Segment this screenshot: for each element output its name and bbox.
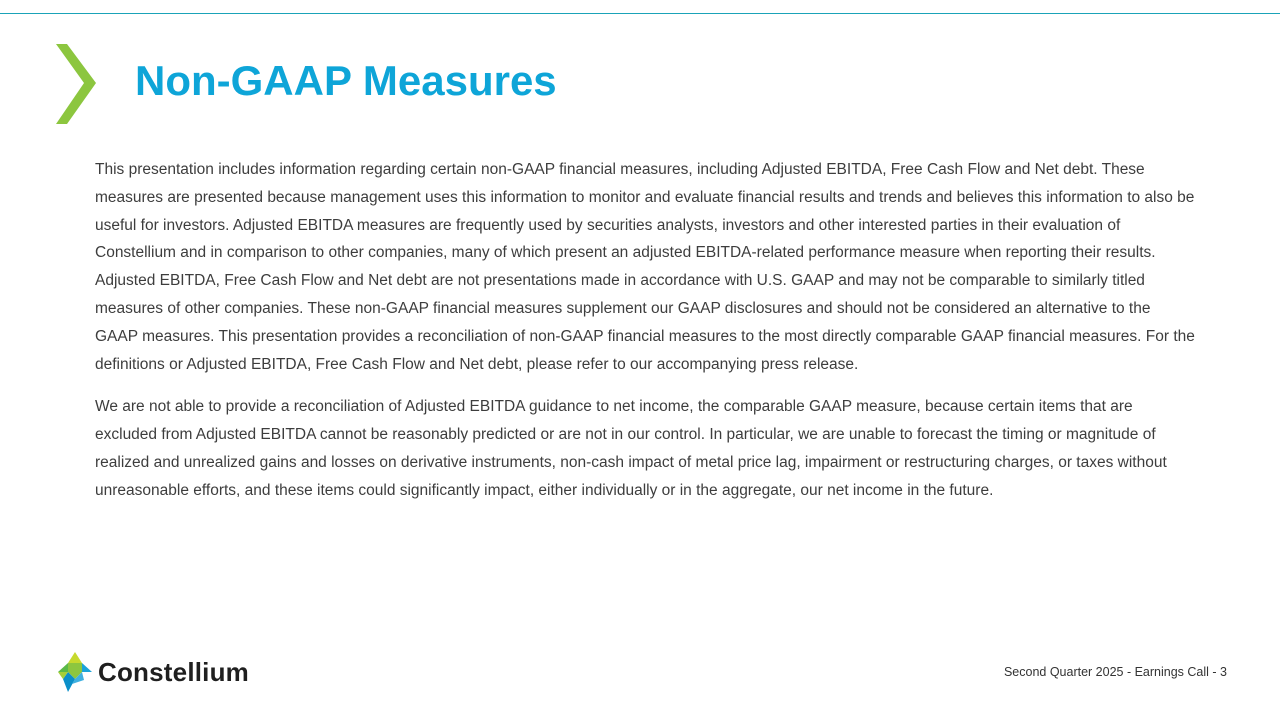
- logo-wordmark: Constellium: [98, 656, 249, 687]
- top-divider-line: [0, 13, 1280, 14]
- footer-slide-info: Second Quarter 2025 - Earnings Call - 3: [1003, 665, 1227, 679]
- paragraph-non-gaap-intro: This presentation includes information regarding certain non-GAAP financial measures, including Adjusted EBITDA, Free Cash Flow and Net debt. These measures are presented because management uses this information to monitor and evaluate financial results and trends and believes this information to also be useful for investors. Adjusted EBITDA measures are frequently used by securities analysts, investors and other interested parties in their evaluation of Constellium and in comparison to other companies, many of which present an adjusted EBITDA-related performance measure when reporting their results. Adjusted EBITDA, Free Cash Flow and Net debt are not presentations made in accordance with U.S. GAAP and may not be comparable to similarly titled measures of other companies. These non-GAAP financial measures supplement our GAAP disclosures and should not be considered an alternative to the GAAP measures. This presentation provides a reconciliation of non-GAAP financial measures to the most directly comparable GAAP financial measures. For the definitions or Adjusted EBITDA, Free Cash Flow and Net debt, please refer to our accompanying press release.: [95, 161, 1195, 373]
- page-title: Non-GAAP Measures: [135, 57, 557, 104]
- constellium-logo: [58, 651, 249, 693]
- paragraph-reconciliation-note: We are not able to provide a reconciliation of Adjusted EBITDA guidance to net income, the comparable GAAP measure, because certain items that are excluded from Adjusted EBITDA cannot be reasonably predicted or are not in our control. In particular, we are unable to forecast the timing or magnitude of realized and unrealized gains and losses on derivative instruments, non-cash impact of metal price lag, impairment or restructuring charges, or taxes without unreasonable efforts, and these items could significantly impact, either individually or in the aggregate, our net income in the future.: [95, 398, 1167, 499]
- constellium-logo-icon: [58, 652, 92, 692]
- chevron-right-icon: [56, 44, 98, 124]
- body-text: [95, 156, 1195, 520]
